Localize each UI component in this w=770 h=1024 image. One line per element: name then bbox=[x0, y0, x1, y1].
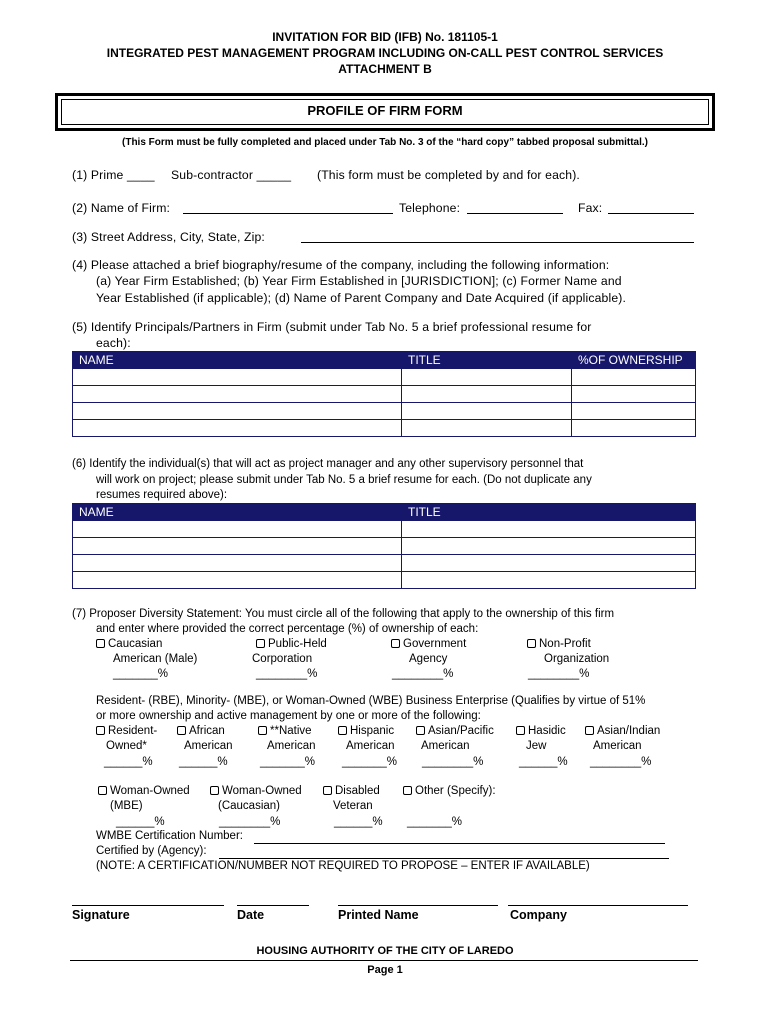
option-hispanic-american-line-2: American bbox=[346, 740, 395, 752]
name-cell[interactable] bbox=[73, 555, 402, 572]
header-line-3: ATTACHMENT B bbox=[338, 62, 432, 76]
form-title: PROFILE OF FIRM FORM bbox=[307, 103, 463, 118]
option-government[interactable]: Government bbox=[391, 638, 466, 650]
q5-line-1: (5) Identify Principals/Partners in Firm (submit under Tab No. 5 a brief professional resume for bbox=[72, 320, 592, 334]
q2-fax-label: Fax: bbox=[578, 201, 603, 215]
q7-line-2: and enter where provided the correct percentage (%) of ownership of each: bbox=[96, 623, 479, 635]
date-line[interactable] bbox=[237, 905, 309, 906]
title-cell[interactable] bbox=[402, 386, 572, 403]
q1-note: (This form must be completed by and for each). bbox=[317, 168, 580, 182]
option-hispanic-american[interactable]: Hispanic bbox=[338, 725, 394, 737]
option-woman-owned-caucasian[interactable]: Woman-Owned bbox=[210, 785, 302, 797]
option-hasidic-jew-percent[interactable]: ______% bbox=[519, 756, 568, 768]
title-cell[interactable] bbox=[402, 521, 696, 538]
title-cell[interactable] bbox=[402, 369, 572, 386]
option-woman-owned-caucasian-percent[interactable]: ________% bbox=[219, 816, 281, 828]
option-resident-owned-percent[interactable]: ______% bbox=[104, 756, 153, 768]
option-african-american[interactable]: African bbox=[177, 725, 225, 737]
header-line-2: INTEGRATED PEST MANAGEMENT PROGRAM INCLUDING ON-CALL PEST CONTROL SERVICES bbox=[106, 46, 664, 60]
checkbox-icon[interactable] bbox=[258, 726, 267, 735]
option-public-held-line-2: Corporation bbox=[252, 653, 313, 665]
checkbox-icon[interactable] bbox=[96, 639, 105, 648]
table-row bbox=[73, 420, 696, 437]
principals-table bbox=[72, 351, 696, 437]
certified-by-label: Certified by (Agency): bbox=[96, 845, 207, 857]
option-native-american-line-2: American bbox=[267, 740, 316, 752]
q3-address-label: (3) Street Address, City, State, Zip: bbox=[72, 230, 265, 244]
option-resident-owned-line-2: Owned* bbox=[106, 740, 147, 752]
checkbox-icon[interactable] bbox=[210, 786, 219, 795]
option-disabled-veteran-percent[interactable]: ______% bbox=[334, 816, 383, 828]
option-public-held-percent[interactable]: ________% bbox=[256, 668, 318, 680]
name-cell[interactable] bbox=[73, 538, 402, 555]
managers-table-header bbox=[73, 504, 696, 521]
title-cell[interactable] bbox=[402, 555, 696, 572]
column-header-name: NAME bbox=[73, 352, 402, 369]
ownership-cell[interactable] bbox=[572, 420, 696, 437]
option-government-percent[interactable]: ________% bbox=[392, 668, 454, 680]
printed-name-line[interactable] bbox=[338, 905, 498, 906]
q1-prime-label: (1) Prime ____ bbox=[72, 168, 155, 182]
firm-name-field[interactable] bbox=[183, 213, 393, 214]
fax-field[interactable] bbox=[608, 213, 694, 214]
option-hasidic-jew-line-2: Jew bbox=[526, 740, 547, 752]
option-asian-pacific-american-line-2: American bbox=[421, 740, 470, 752]
title-cell[interactable] bbox=[402, 538, 696, 555]
ownership-cell[interactable] bbox=[572, 369, 696, 386]
option-caucasian-percent[interactable]: _______% bbox=[113, 668, 168, 680]
managers-table bbox=[72, 503, 696, 589]
option-non-profit[interactable]: Non-Profit bbox=[527, 638, 591, 650]
certified-by-field[interactable] bbox=[219, 858, 669, 859]
checkbox-icon[interactable] bbox=[527, 639, 536, 648]
checkbox-icon[interactable] bbox=[256, 639, 265, 648]
company-line[interactable] bbox=[508, 905, 688, 906]
option-african-american-line-2: American bbox=[184, 740, 233, 752]
checkbox-icon[interactable] bbox=[391, 639, 400, 648]
checkbox-icon[interactable] bbox=[338, 726, 347, 735]
column-header-title: TITLE bbox=[402, 504, 696, 521]
name-cell[interactable] bbox=[73, 403, 402, 420]
option-asian-indian-american-percent[interactable]: ________% bbox=[590, 756, 652, 768]
option-woman-owned-mbe[interactable]: Woman-Owned bbox=[98, 785, 190, 797]
title-cell[interactable] bbox=[402, 572, 696, 589]
checkbox-icon[interactable] bbox=[177, 726, 186, 735]
name-cell[interactable] bbox=[73, 572, 402, 589]
form-title-frame bbox=[55, 93, 715, 131]
checkbox-icon[interactable] bbox=[516, 726, 525, 735]
option-government-line-2: Agency bbox=[409, 653, 448, 665]
table-row bbox=[73, 521, 696, 538]
table-row bbox=[73, 369, 696, 386]
signature-line[interactable] bbox=[72, 905, 224, 906]
wmbe-certification-label: WMBE Certification Number: bbox=[96, 830, 243, 842]
q4-line-1: (4) Please attached a brief biography/resume of the company, including the following information: bbox=[72, 258, 610, 272]
footer-divider bbox=[70, 960, 698, 961]
option-other[interactable]: Other (Specify): bbox=[403, 785, 496, 797]
q7-para-1: Resident- (RBE), Minority- (MBE), or Woman-Owned (WBE) Business Enterprise (Qualifies by virtue of 51% bbox=[96, 695, 646, 707]
q6-line-2: will work on project; please submit under Tab No. 5 a brief resume for each. (Do not duplicate any bbox=[96, 474, 592, 486]
table-row bbox=[73, 403, 696, 420]
form-instruction: (This Form must be fully completed and placed under Tab No. 3 of the “hard copy” tabbed proposal submittal.) bbox=[122, 137, 648, 148]
title-cell[interactable] bbox=[402, 403, 572, 420]
q1-subcontractor-label: Sub-contractor _____ bbox=[171, 168, 292, 182]
name-cell[interactable] bbox=[73, 369, 402, 386]
option-woman-owned-mbe-percent[interactable]: ______% bbox=[116, 816, 165, 828]
option-native-american[interactable]: **Native bbox=[258, 725, 312, 737]
checkbox-icon[interactable] bbox=[585, 726, 594, 735]
checkbox-icon[interactable] bbox=[96, 726, 105, 735]
address-field[interactable] bbox=[301, 242, 694, 243]
option-disabled-veteran-line-2: Veteran bbox=[333, 800, 373, 812]
ownership-cell[interactable] bbox=[572, 403, 696, 420]
option-native-american-percent[interactable]: _______% bbox=[260, 756, 315, 768]
option-asian-pacific-american[interactable]: Asian/Pacific bbox=[416, 725, 494, 737]
company-label: Company bbox=[510, 908, 567, 922]
q7-para-2: or more ownership and active management by one or more of the following: bbox=[96, 710, 481, 722]
option-caucasian[interactable]: Caucasian bbox=[96, 638, 162, 650]
option-asian-indian-american[interactable]: Asian/Indian bbox=[585, 725, 660, 737]
name-cell[interactable] bbox=[73, 420, 402, 437]
option-caucasian-line-2: American (Male) bbox=[113, 653, 198, 665]
option-disabled-veteran[interactable]: Disabled bbox=[323, 785, 380, 797]
footer-organization: HOUSING AUTHORITY OF THE CITY OF LAREDO bbox=[256, 945, 514, 957]
option-hispanic-american-percent[interactable]: _______% bbox=[342, 756, 397, 768]
option-non-profit-percent[interactable]: ________% bbox=[528, 668, 590, 680]
table-row bbox=[73, 555, 696, 572]
q2-firm-name-label: (2) Name of Firm: bbox=[72, 201, 171, 215]
option-asian-pacific-american-percent[interactable]: ________% bbox=[422, 756, 484, 768]
checkbox-icon[interactable] bbox=[323, 786, 332, 795]
checkbox-icon[interactable] bbox=[403, 786, 412, 795]
option-asian-indian-american-line-2: American bbox=[593, 740, 642, 752]
ownership-cell[interactable] bbox=[572, 386, 696, 403]
q4-line-2: (a) Year Firm Established; (b) Year Firm Established in [JURISDICTION]; (c) Former Name and bbox=[96, 274, 622, 288]
q6-line-3: resumes required above): bbox=[96, 489, 228, 501]
column-header-name: NAME bbox=[73, 504, 402, 521]
option-non-profit-line-2: Organization bbox=[544, 653, 610, 665]
name-cell[interactable] bbox=[73, 386, 402, 403]
signature-label: Signature bbox=[72, 908, 130, 922]
table-row bbox=[73, 538, 696, 555]
wmbe-certification-field[interactable] bbox=[254, 843, 665, 844]
q2-telephone-label: Telephone: bbox=[399, 201, 461, 215]
name-cell[interactable] bbox=[73, 521, 402, 538]
column-header-ownership: %OF OWNERSHIP bbox=[572, 352, 696, 369]
option-other-percent[interactable]: _______% bbox=[407, 816, 462, 828]
certification-note: (NOTE: A CERTIFICATION/NUMBER NOT REQUIRED TO PROPOSE – ENTER IF AVAILABLE) bbox=[96, 860, 590, 872]
q7-line-1: (7) Proposer Diversity Statement: You must circle all of the following that apply to the ownership of this firm bbox=[72, 608, 615, 620]
column-header-title: TITLE bbox=[402, 352, 572, 369]
option-woman-owned-caucasian-line-2: (Caucasian) bbox=[218, 800, 280, 812]
title-cell[interactable] bbox=[402, 420, 572, 437]
option-hasidic-jew[interactable]: Hasidic bbox=[516, 725, 566, 737]
checkbox-icon[interactable] bbox=[416, 726, 425, 735]
option-woman-owned-mbe-line-2: (MBE) bbox=[110, 800, 143, 812]
q5-line-2: each): bbox=[96, 336, 131, 350]
q4-line-3: Year Established (if applicable); (d) Name of Parent Company and Date Acquired (if applicable). bbox=[96, 291, 627, 305]
option-african-american-percent[interactable]: ______% bbox=[179, 756, 228, 768]
printed-name-label: Printed Name bbox=[338, 908, 419, 922]
q6-line-1: (6) Identify the individual(s) that will act as project manager and any other supervisory personnel that bbox=[72, 458, 584, 470]
checkbox-icon[interactable] bbox=[98, 786, 107, 795]
option-public-held[interactable]: Public-Held bbox=[256, 638, 327, 650]
table-row bbox=[73, 386, 696, 403]
header-line-1: INVITATION FOR BID (IFB) No. 181105-1 bbox=[272, 30, 498, 44]
page-number: Page 1 bbox=[367, 964, 403, 976]
telephone-field[interactable] bbox=[467, 213, 563, 214]
option-resident-owned[interactable]: Resident- bbox=[96, 725, 157, 737]
table-row bbox=[73, 572, 696, 589]
principals-table-header bbox=[73, 352, 696, 369]
date-label: Date bbox=[237, 908, 265, 922]
